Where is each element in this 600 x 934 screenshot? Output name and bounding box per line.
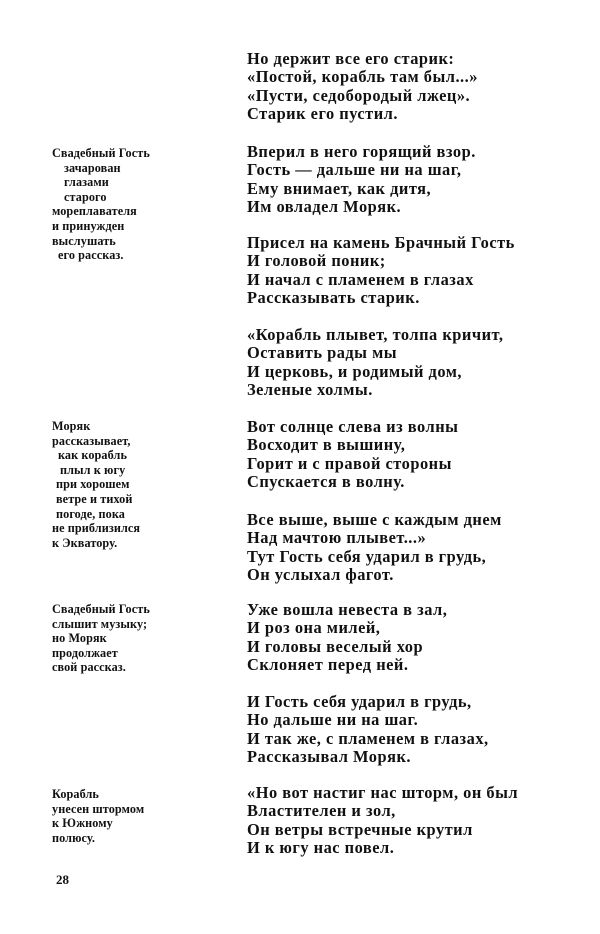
gloss-line: как корабль [58, 448, 127, 463]
poem-line: Ему внимает, как дитя, [247, 178, 432, 198]
poem-line: Зеленые холмы. [247, 380, 373, 400]
margin-gloss-wedding-guest-enchanted [52, 146, 182, 263]
poem-stanza [247, 143, 577, 217]
gloss-line: но Моряк [52, 631, 107, 646]
gloss-line: погоде, пока [56, 506, 126, 521]
poem-line: Властителен и зол, [247, 801, 396, 821]
poem-line: И Гость себя ударил в грудь, [247, 692, 472, 711]
gloss-line: Свадебный Гость [52, 146, 150, 160]
poem-line: Над мачтою плывет...» [247, 528, 427, 548]
poem-line: Он ветры встречные крутил [247, 819, 473, 839]
gloss-line: старого [64, 189, 107, 204]
gloss-line: полюсу. [52, 830, 95, 845]
margin-gloss-mariner-tells [52, 419, 182, 550]
poem-line: «Но вот настиг нас шторм, он был [247, 783, 519, 802]
poem-line: Но дальше ни на шаг. [247, 710, 419, 730]
gloss-line: унесен штормом [52, 801, 145, 816]
poem-stanza [247, 418, 577, 492]
poem-line: «Пусти, седобородый лжец». [247, 85, 471, 105]
gloss-line: слышит музыку; [52, 616, 148, 631]
poem-line: И к югу нас повел. [247, 838, 395, 858]
gloss-line: Корабль [52, 787, 99, 801]
poem-line: Все выше, выше с каждым днем [247, 510, 502, 529]
poem-line: Восходит в вышину, [247, 435, 406, 455]
poem-stanza [247, 784, 577, 858]
poem-line: Горит и с правой стороны [247, 453, 452, 473]
gloss-line: зачарован [64, 160, 121, 175]
gloss-line: его рассказ. [58, 248, 124, 263]
gloss-line: глазами [64, 175, 109, 190]
poem-line: Рассказывал Моряк. [247, 747, 411, 767]
poem-line: Склоняет перед ней. [247, 655, 409, 675]
gloss-line: продолжает [52, 645, 118, 660]
poem-line: И церковь, и родимый дом, [247, 361, 462, 381]
gloss-line: ветре и тихой [56, 491, 133, 506]
poem-line: И головой поник; [247, 251, 386, 271]
poem-line: Тут Гость себя ударил в грудь, [247, 546, 487, 566]
gloss-line: Свадебный Гость [52, 602, 150, 616]
poem-line: Им овладел Моряк. [247, 197, 402, 217]
poem-stanza [247, 326, 577, 400]
gloss-line: мореплавателя [52, 204, 137, 219]
gloss-line: рассказывает, [52, 433, 131, 448]
poem-line: Старик его пустил. [247, 104, 398, 124]
poem-line: Вот солнце слева из волны [247, 417, 459, 436]
poem-line: «Корабль плывет, толпа кричит, [247, 325, 504, 344]
poem-stanza [247, 234, 577, 308]
poem-line: Спускается в волну. [247, 472, 405, 492]
poem-line: И так же, с пламенем в глазах, [247, 728, 489, 748]
gloss-line: плыл к югу [60, 462, 126, 477]
gloss-line: не приблизился [52, 521, 141, 536]
poem-line: Рассказывать старик. [247, 288, 420, 308]
poem-stanza [247, 511, 577, 585]
margin-gloss-ship-driven-south [52, 787, 182, 845]
poem-line: Он услыхал фагот. [247, 565, 394, 585]
gloss-line: к Южному [52, 816, 113, 831]
poem-stanza [247, 693, 577, 767]
gloss-line: при хорошем [56, 477, 130, 492]
poem-line: Вперил в него горящий взор. [247, 142, 476, 161]
poem-line: Но держит все его старик: [247, 49, 455, 68]
gloss-line: выслушать [52, 233, 116, 248]
gloss-line: к Экватору. [52, 535, 118, 550]
poem-stanza [247, 50, 577, 124]
gloss-line: свой рассказ. [52, 660, 126, 675]
poem-line: Гость — дальше ни на шаг, [247, 160, 462, 180]
poem-line: И роз она милей, [247, 618, 381, 638]
poem-line: Уже вошла невеста в зал, [247, 600, 448, 619]
poem-line: И начал с пламенем в глазах [247, 269, 474, 289]
gloss-line: и принужден [52, 218, 125, 233]
poem-line: Присел на камень Брачный Гость [247, 233, 515, 252]
poem-line: И головы веселый хор [247, 636, 424, 656]
poem-stanza [247, 601, 577, 675]
poem-line: Оставить рады мы [247, 343, 398, 363]
gloss-line: Моряк [52, 419, 91, 433]
page-number: 28 [56, 872, 69, 887]
poem-line: «Постой, корабль там был...» [247, 67, 478, 87]
margin-gloss-wedding-guest-hears-music [52, 602, 182, 675]
